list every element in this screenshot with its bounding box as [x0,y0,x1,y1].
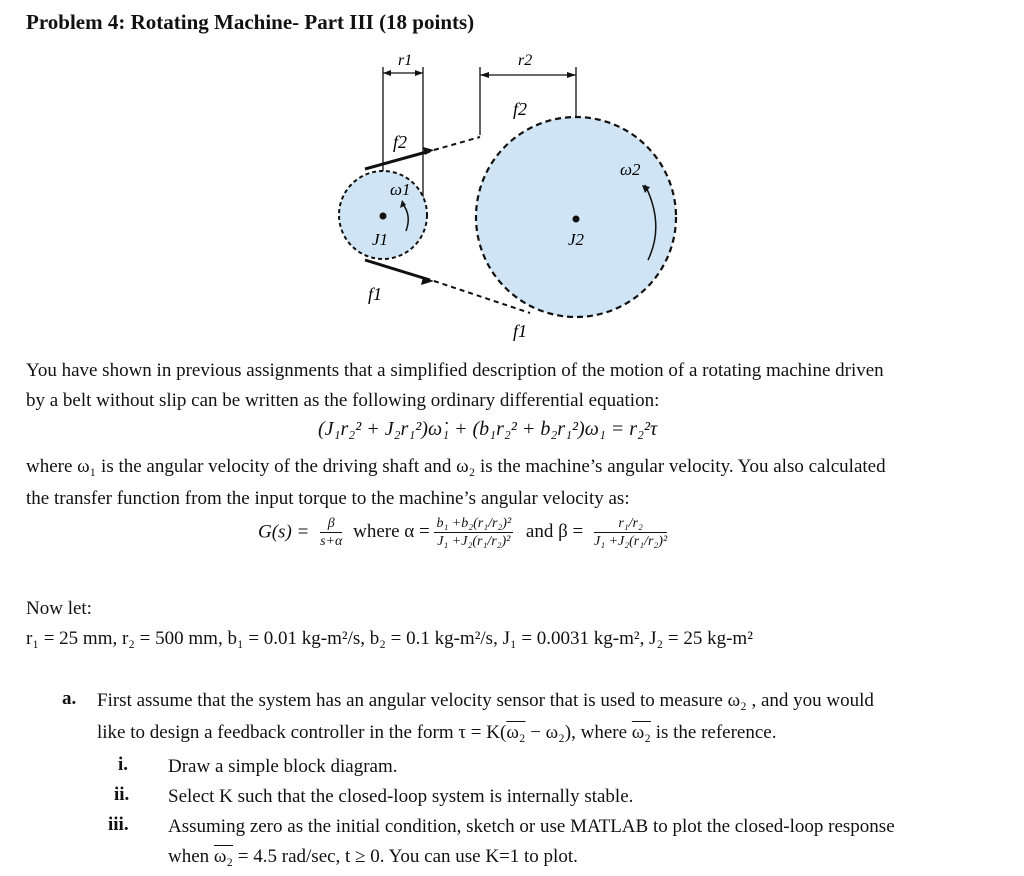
label-J1: J1 [372,230,389,249]
omega2-ref: ω₂ [506,722,526,743]
item-ii-text: Select K such that the closed-loop system is internally stable. [168,786,634,807]
part-a-line-2 [97,718,776,748]
part-a-line-2-post: is the reference. [650,722,777,743]
intro-line-3: where ω₁ is the angular velocity of the driving shaft and ω₂ is the machine’s angular velocity. You also calculated [26,456,886,477]
label-omega1: ω1 [390,180,411,199]
alpha-denominator: J₁ +J₂(r₁/r₂)² [437,534,511,549]
intro-line-2: by a belt without slip can be written as the following ordinary differential equation: [26,390,660,411]
omega2-ref-2: ω₂ [631,722,651,743]
label-omega2: ω2 [620,160,641,179]
label-J2: J2 [568,230,585,249]
where-alpha: where α = [353,521,430,543]
label-r1: r1 [398,52,413,69]
intro-line-4: the transfer function from the input torque to the machine’s angular velocity as: [26,488,630,509]
item-ii-label: ii. [114,784,130,805]
label-f2-large: f2 [513,99,528,119]
now-let: Now let: [26,598,92,619]
ode-equation: (J₁r₂² + J₂r₁²)ω̇₁ + (b₁r₂² + b₂r₁²)ω₁ = r₂²τ [318,418,658,440]
transfer-function [258,516,667,550]
label-f2-small: f2 [393,132,408,152]
part-a-line-1: First assume that the system has an angular velocity sensor that is used to measure ω₂ , and you would [97,690,874,711]
item-iii-line-2-post: = 4.5 rad/sec, t ≥ 0. You can use K=1 to plot. [233,846,578,867]
item-i-label: i. [118,754,129,775]
part-a-line-2-pre: like to design a feedback controller in the form τ = K( [97,722,507,743]
tf-lhs: G(s) = [258,521,310,543]
tf-numerator: β [320,516,342,533]
and-beta: and β = [525,521,584,543]
item-iii-label: iii. [108,814,129,835]
beta-denominator: J₁ +J₂(r₁/r₂)² [594,534,668,549]
parameter-values: r₁ = 25 mm, r₂ = 500 mm, b₁ = 0.01 kg-m²/s, b₂ = 0.1 kg-m²/s, J₁ = 0.0031 kg-m², J₂ = 25 kg-m² [26,628,753,649]
alpha-numerator: b₁ +b₂(r₁/r₂)² [436,516,512,531]
item-iii-line-2-pre: when [168,846,214,867]
beta-numerator: r₁/r₂ [594,516,667,533]
item-i-text: Draw a simple block diagram. [168,756,398,777]
part-a-label: a. [62,688,77,709]
part-a-line-2-mid: − ω₂), where [525,722,632,743]
label-r2: r2 [518,52,533,69]
label-f1-large: f1 [513,321,528,341]
omega2-ref-3: ω₂ [213,846,234,867]
belt-drive-figure [320,45,700,345]
label-f1-small: f1 [368,284,383,304]
tf-denominator: s+α [320,534,343,549]
problem-title: Problem 4: Rotating Machine- Part III (18 points) [26,10,475,34]
item-iii-line-2 [168,842,578,872]
item-iii-text: Assuming zero as the initial condition, sketch or use MATLAB to plot the closed-loop response [168,816,895,837]
intro-line-1: You have shown in previous assignments that a simplified description of the motion of a rotating machine driven [26,360,884,381]
